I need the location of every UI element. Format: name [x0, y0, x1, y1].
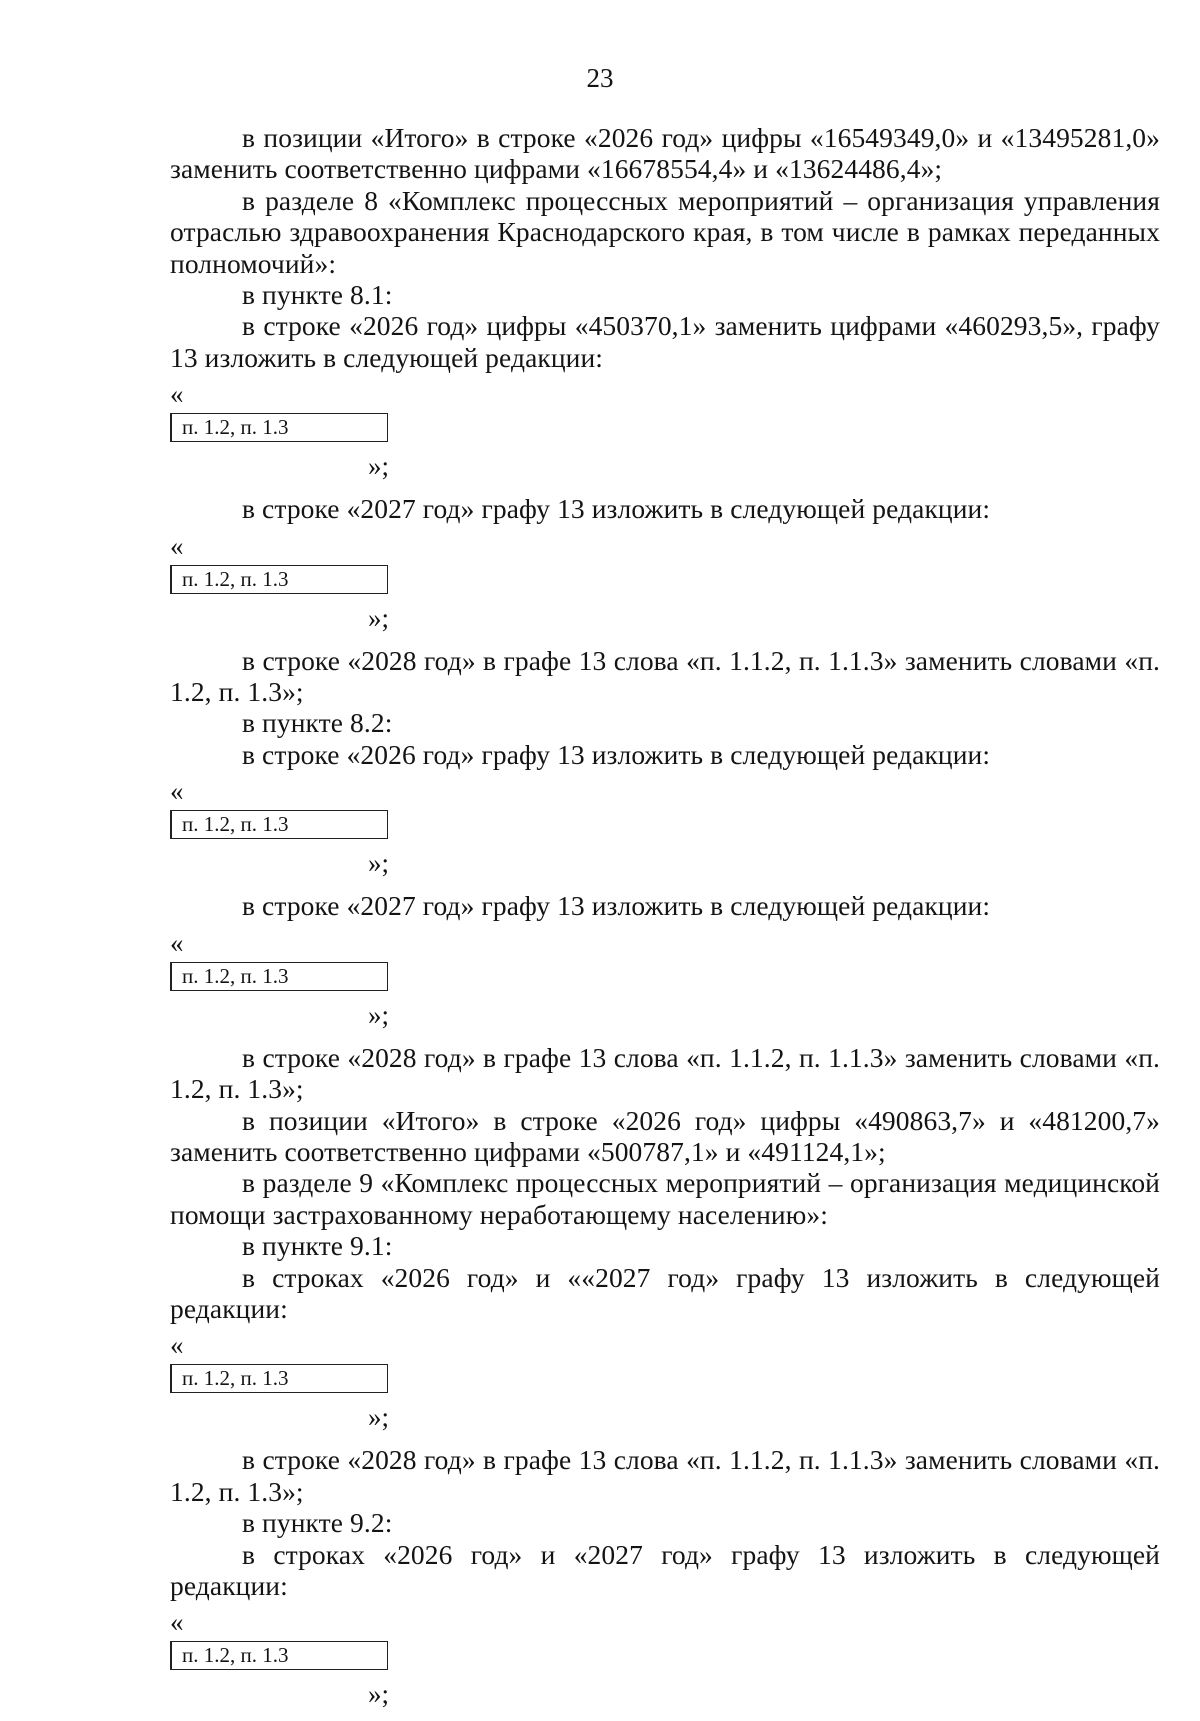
paragraph: в позиции «Итого» в строке «2026 год» цифры «490863,7» и «481200,7» заменить соответственно цифрами «500787,1» и «491124,1»; — [170, 1104, 1160, 1167]
close-quote: »; — [368, 1402, 390, 1433]
paragraph: в строках «2026 год» и ««2027 год» графу 13 изложить в следующей редакции: — [170, 1261, 1160, 1324]
replacement-snippet — [170, 525, 1160, 645]
paragraph: в строке «2028 год» в графе 13 слова «п. 1.1.2, п. 1.1.3» заменить словами «п. 1.2, п. 1.3»; — [170, 1444, 1160, 1507]
replacement-snippet — [170, 922, 1160, 1042]
paragraph: в пункте 9.2: — [242, 1507, 393, 1539]
paragraph: в разделе 9 «Комплекс процессных мероприятий – организация медицинской помощи застрахованному неработающему населению»: — [170, 1167, 1160, 1230]
paragraph: в строке «2026 год» цифры «450370,1» заменить цифрами «460293,5», графу 13 изложить в следующей редакции: — [170, 310, 1160, 373]
open-quote: « — [170, 776, 184, 807]
paragraph: в строке «2026 год» графу 13 изложить в следующей редакции: — [242, 738, 991, 770]
close-quote: »; — [368, 451, 390, 482]
paragraph: в строках «2026 год» и «2027 год» графу 13 изложить в следующей редакции: — [170, 1538, 1160, 1601]
paragraph: в разделе 8 «Комплекс процессных мероприятий – организация управления отраслью здравоохранения Краснодарского края, в том числе в рамках переданных полномочий»: — [170, 184, 1160, 279]
paragraph: в строке «2028 год» в графе 13 слова «п. 1.1.2, п. 1.1.3» заменить словами «п. 1.2, п. 1.3»; — [170, 1041, 1160, 1105]
table-cell-column-13: п. 1.2, п. 1.3 — [170, 1641, 388, 1670]
open-quote: « — [170, 530, 184, 561]
table-cell-column-13: п. 1.2, п. 1.3 — [170, 565, 388, 594]
replacement-snippet — [170, 1601, 1160, 1721]
paragraph: в позиции «Итого» в строке «2026 год» цифры «16549349,0» и «13495281,0» заменить соответственно цифрами «16678554,4» и «13624486,4»; — [170, 122, 1160, 185]
paragraph: в строке «2027 год» графу 13 изложить в следующей редакции: — [242, 493, 991, 525]
replacement-snippet — [170, 373, 1160, 493]
paragraph: в пункте 8.1: — [242, 279, 393, 311]
open-quote: « — [170, 1330, 184, 1361]
open-quote: « — [170, 1607, 184, 1638]
page-number: 23 — [586, 63, 614, 93]
close-quote: »; — [368, 848, 390, 879]
close-quote: »; — [368, 1679, 390, 1710]
table-cell-column-13: п. 1.2, п. 1.3 — [170, 810, 388, 839]
replacement-snippet — [170, 770, 1160, 890]
paragraph: в строке «2027 год» графу 13 изложить в следующей редакции: — [242, 890, 991, 922]
open-quote: « — [170, 927, 184, 958]
paragraph: в пункте 9.1: — [242, 1230, 393, 1262]
open-quote: « — [170, 379, 184, 410]
table-cell-column-13: п. 1.2, п. 1.3 — [170, 413, 388, 442]
table-cell-column-13: п. 1.2, п. 1.3 — [170, 962, 388, 991]
paragraph: в пункте 8.2: — [242, 707, 393, 739]
close-quote: »; — [368, 602, 390, 633]
close-quote: »; — [368, 999, 390, 1030]
table-cell-column-13: п. 1.2, п. 1.3 — [170, 1364, 388, 1393]
document-body — [170, 122, 1160, 1721]
paragraph: в строке «2028 год» в графе 13 слова «п. 1.1.2, п. 1.1.3» заменить словами «п. 1.2, п. 1.3»; — [170, 644, 1160, 708]
replacement-snippet — [170, 1324, 1160, 1444]
